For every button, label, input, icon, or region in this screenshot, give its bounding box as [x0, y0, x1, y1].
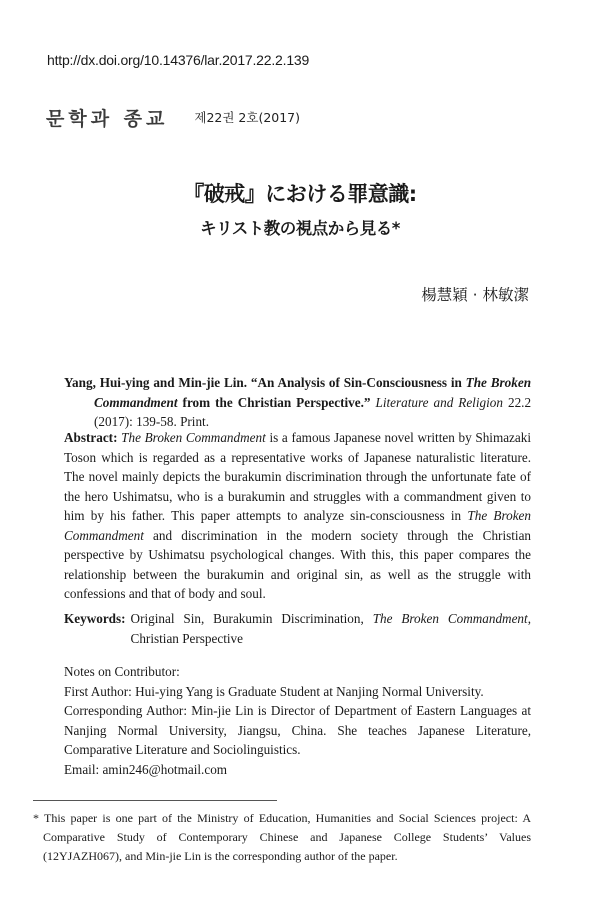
contributor-first-author: First Author: Hui-ying Yang is Graduate Student at Nanjing Normal University. [64, 683, 484, 699]
keywords-list [131, 609, 531, 648]
abstract-work: The Broken Commandment [121, 430, 266, 445]
abstract-text-1: is a famous Japanese novel written by Shimazaki Toson which is regarded as a representative works of Japanese naturalistic literature. The novel mainly depicts the burakumin discrimination through the unfortunate fate of the hero Ushimatsu, who is a burakumin and struggles with a commandment given to him by his father. This paper attempts to analyze sin-consciousness in [64, 430, 532, 523]
keywords-text-end: , Christian Perspective [130, 611, 531, 646]
keywords-text: Original Sin, Burakumin Discrimination, [130, 611, 364, 626]
citation-journal: Literature and Religion [375, 394, 503, 410]
paper-authors: 楊慧穎 · 林敏潔 [421, 286, 529, 304]
journal-header [46, 104, 300, 130]
keywords [64, 609, 531, 648]
citation [64, 373, 531, 432]
contributor-email[interactable]: Email: amin246@hotmail.com [64, 761, 228, 777]
abstract [64, 428, 531, 604]
footnote-divider [33, 800, 277, 801]
citation-details: 22.2 (2017): 139-58. Print. [94, 394, 532, 429]
keywords-label: Keywords: [64, 611, 126, 626]
abstract-label: Abstract: [64, 430, 118, 445]
paper-subtitle: キリスト教の視点から見る* [200, 219, 400, 238]
abstract-work-2: The Broken Commandment [64, 508, 531, 543]
paper-title: 『破戒』における罪意識: [183, 182, 417, 206]
keywords-work: The Broken Commandment [372, 611, 528, 626]
abstract-text-2: and discrimination in the modern society through the Christian perspective by Ushimatsu psychological changes. With this, this paper compares the relationship between the burakumin and original sin, as well as the struggle with confessions and that of body and soul. [64, 527, 532, 601]
contributor-corresponding-author: Corresponding Author: Min-jie Lin is Director of Department of Eastern Languages at Nanjing Normal University, Jiangsu, China. She teaches Japanese Literature, Comparative Literature and Sociolinguistics. [64, 703, 531, 757]
citation-authors: Yang, Hui-ying and Min-jie Lin. [64, 375, 248, 390]
footnote: * This paper is one part of the Ministry of Education, Humanities and Social Sciences project: A Comparative Study of Contemporary Chinese and Japanese College Students’ Values (12YJAZH067), and Min-jie Lin is the corresponding author of the paper. [33, 811, 531, 863]
citation-title-work: The Broken Commandment [94, 375, 532, 410]
contributor-notes [64, 662, 531, 779]
citation-title-close: from the Christian Perspective.” [182, 394, 371, 410]
citation-title-open: “An Analysis of Sin-Consciousness in [250, 375, 462, 390]
contributor-heading: Notes on Contributor: [64, 664, 180, 679]
doi-link[interactable]: http://dx.doi.org/10.14376/lar.2017.22.2.139 [47, 52, 310, 68]
journal-issue: 제22권 2호(2017) [194, 110, 301, 125]
journal-name: 문학과 종교 [46, 107, 169, 130]
